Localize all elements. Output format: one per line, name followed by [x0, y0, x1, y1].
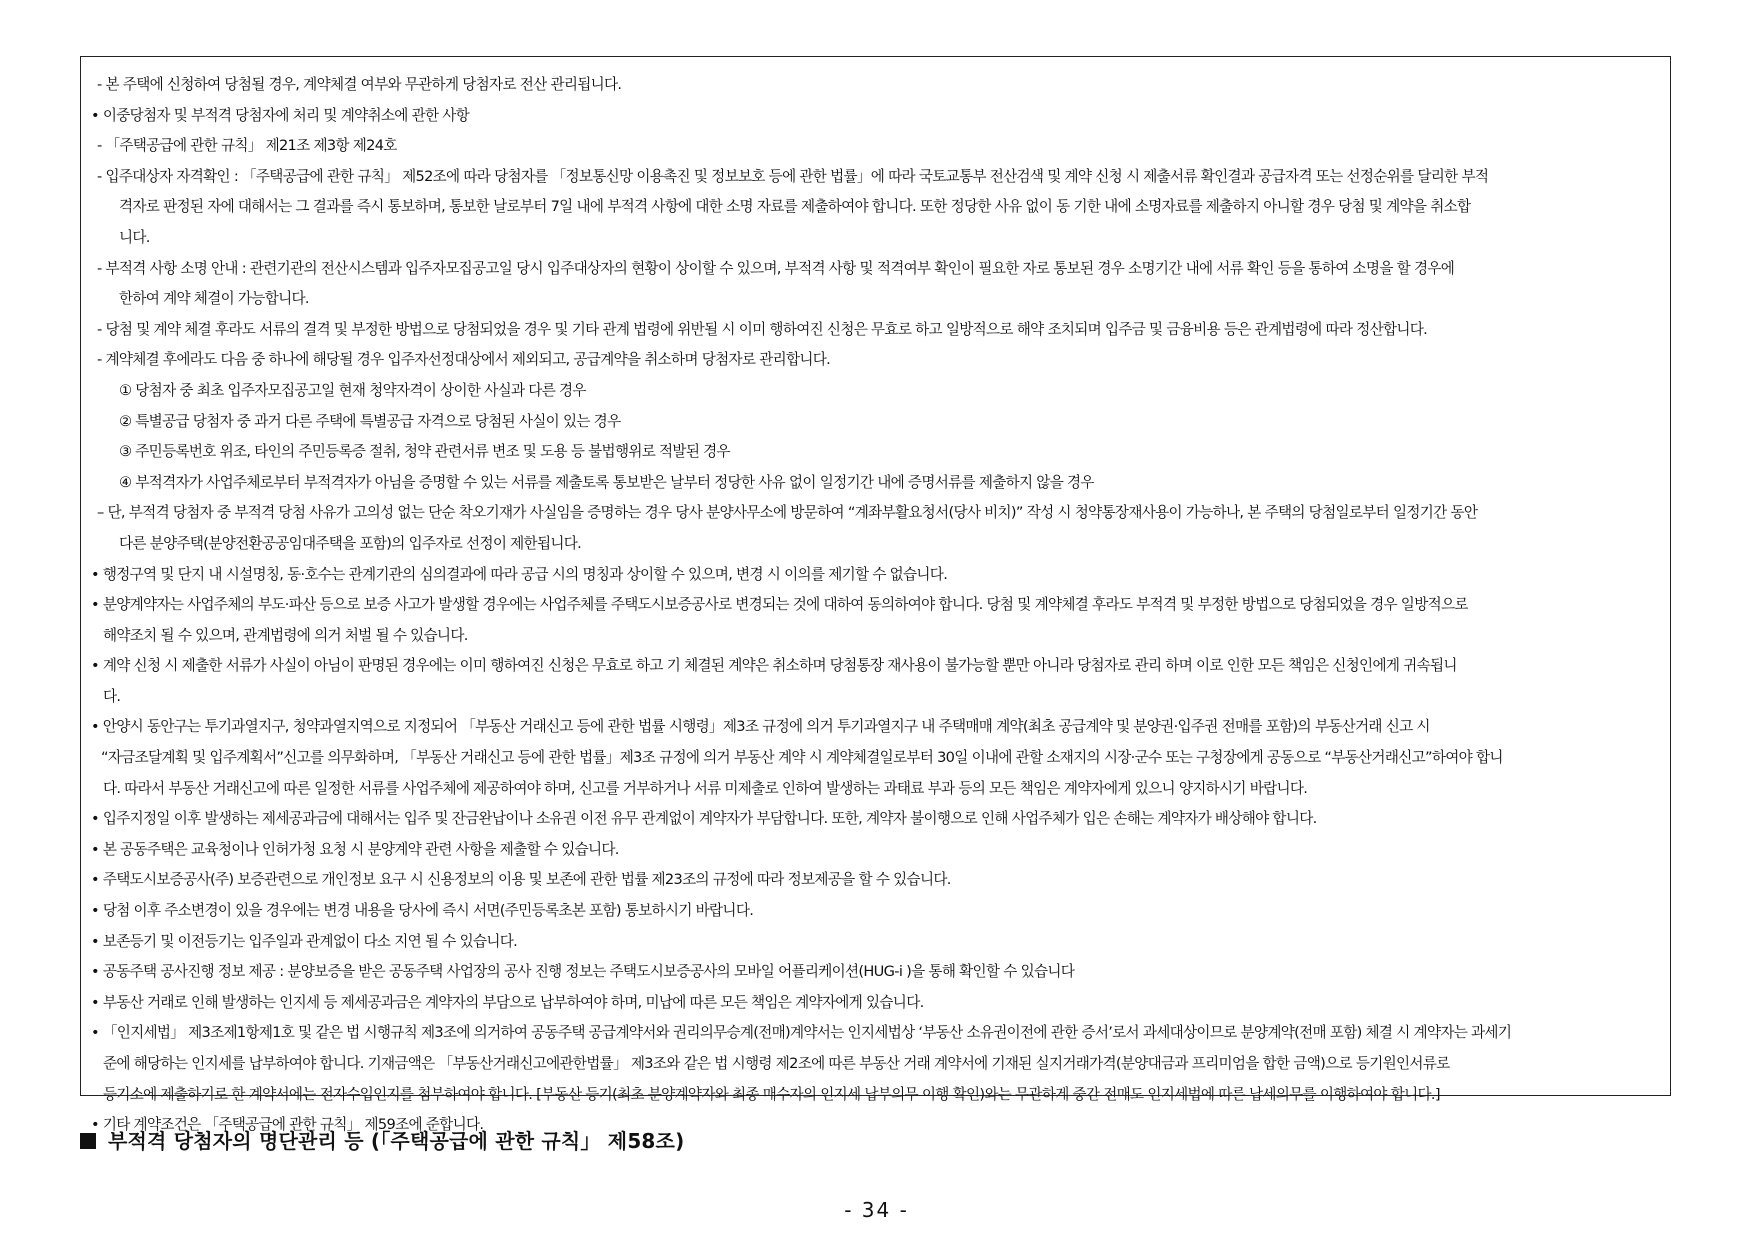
notice-line: “자금조달계획 및 입주계획서”신고를 의무화하며, 「부동산 거래신고 등에 관한 법률」제3조 규정에 의거 부동산 계약 시 계약체결일로부터 30일 이내에 관할 소재지의 시장·군수 또는 구청장에게 공동으로 “부동산거래신고”하여야 합니	[100, 749, 1503, 767]
notice-line: • 이중당첨자 및 부적격 당첨자에 처리 및 계약취소에 관한 사항	[91, 106, 470, 124]
notice-line: • 공동주택 공사진행 정보 제공 : 분양보증을 받은 공동주택 사업장의 공사 진행 정보는 주택도시보증공사의 모바일 어플리케이션(HUG-i )을 통해 확인할 수 있습니다	[91, 963, 1075, 981]
notice-line: - 본 주택에 신청하여 당첨될 경우, 계약체결 여부와 무관하게 당첨자로 전산 관리됩니다.	[96, 76, 622, 93]
notice-line: • 본 공동주택은 교육청이나 인허가청 요청 시 분양계약 관련 사항을 제출할 수 있습니다.	[91, 840, 619, 858]
notice-line: • 주택도시보증공사(주) 보증관련으로 개인정보 요구 시 신용정보의 이용 및 보존에 관한 법률 제23조의 규정에 따라 정보제공을 할 수 있습니다.	[91, 871, 951, 889]
notice-line: ④ 부적격자가 사업주체로부터 부적격자가 아님을 증명할 수 있는 서류를 제출토록 통보받은 날부터 정당한 사유 없이 일정기간 내에 증명서류를 제출하지 않을 경우	[118, 473, 1094, 491]
notice-line: ① 당첨자 중 최초 입주자모집공고일 현재 청약자격이 상이한 사실과 다른 경우	[118, 381, 586, 399]
section-heading-text: 부적격 당첨자의 명단관리 등 (「주택공급에 관한 규칙」 제58조)	[108, 1129, 685, 1153]
notice-line: 등기소에 제출하기로 한 계약서에는 전자수입인지를 첨부하여야 합니다. [부동산 등기(최초 분양계약자와 최종 매수자의 인지세 납부의무 이행 확인)와는 무관하게 중간 전매도 인지세법에 따른 납세의무를 이행하여야 합니다.]	[102, 1085, 1440, 1103]
notice-line: - 부적격 사항 소명 안내 : 관련기관의 전산시스템과 입주자모집공고일 당시 입주대상자의 현황이 상이할 수 있으며, 부적격 사항 및 적격여부 확인이 필요한 자로 통보된 경우 소명기간 내에 서류 확인 등을 통하여 소명을 할 경우에	[96, 259, 1455, 277]
notice-line: • 보존등기 및 이전등기는 입주일과 관계없이 다소 지연 될 수 있습니다.	[91, 932, 518, 950]
notice-line: • 당첨 이후 주소변경이 있을 경우에는 변경 내용을 당사에 즉시 서면(주민등록초본 포함) 통보하시기 바랍니다.	[91, 902, 754, 920]
notice-line: - 당첨 및 계약 체결 후라도 서류의 결격 및 부정한 방법으로 당첨되었을 경우 및 기타 관계 법령에 위반될 시 이미 행하여진 신청은 무효로 하고 일방적으로 해약 조치되며 입주금 및 금융비용 등은 관계법령에 따라 정산합니다.	[96, 320, 1428, 338]
notice-line: ② 특별공급 당첨자 중 과거 다른 주택에 특별공급 자격으로 당첨된 사실이 있는 경우	[118, 412, 621, 430]
square-bullet-icon	[80, 1133, 96, 1149]
notice-line: • 계약 신청 시 제출한 서류가 사실이 아님이 판명된 경우에는 이미 행하여진 신청은 무효로 하고 기 체결된 계약은 취소하며 당첨통장 재사용이 불가능할 뿐만 아니라 당첨자로 관리 하며 이로 인한 모든 책임은 신청인에게 귀속됩니	[91, 657, 1457, 675]
notice-line: • 기타 계약조건은 「주택공급에 관한 규칙」 제59조에 준합니다.	[91, 1116, 484, 1134]
notice-line: • 안양시 동안구는 투기과열지구, 청약과열지역으로 지정되어 「부동산 거래신고 등에 관한 법률 시행령」제3조 규정에 의거 투기과열지구 내 주택매매 계약(최초 공급계약 및 분양권·입주권 전매를 포함)의 부동산거래 신고 시	[91, 718, 1430, 736]
notice-line: • 입주지정일 이후 발생하는 제세공과금에 대해서는 입주 및 잔금완납이나 소유권 이전 유무 관계없이 계약자가 부담합니다. 또한, 계약자 불이행으로 인해 사업주체가 입은 손해는 계약자가 배상해야 합니다.	[91, 810, 1317, 828]
notice-box	[80, 56, 1671, 1134]
page-number: - 34 -	[844, 1198, 909, 1222]
notice-lines	[91, 70, 1658, 1141]
notice-line: 니다.	[118, 228, 150, 246]
notice-line: – 단, 부적격 당첨자 중 부적격 당첨 사유가 고의성 없는 단순 착오기재가 사실임을 증명하는 경우 당사 분양사무소에 방문하여 “계좌부활요청서(당사 비치)” 작성 시 청약통장재사용이 가능하나, 본 주택의 당첨일로부터 일정기간 동안	[96, 504, 1478, 522]
notice-line: • 분양계약자는 사업주체의 부도·파산 등으로 보증 사고가 발생할 경우에는 사업주체를 주택도시보증공사로 변경되는 것에 대하여 동의하여야 합니다. 당첨 및 계약체결 후라도 부적격 및 부정한 방법으로 당첨되었을 경우 일방적으로	[91, 596, 1468, 614]
section-heading	[80, 1125, 684, 1154]
notice-line: 격자로 판정된 자에 대해서는 그 결과를 즉시 통보하며, 통보한 날로부터 7일 내에 부적격 사항에 대한 소명 자료를 제출하여야 합니다. 또한 정당한 사유 없이 동 기한 내에 소명자료를 제출하지 아니할 경우 당첨 및 계약을 취소합	[118, 198, 1471, 216]
notice-line: 다.	[102, 687, 121, 705]
notice-line: 다. 따라서 부동산 거래신고에 따른 일정한 서류를 사업주체에 제공하여야 하며, 신고를 거부하거나 서류 미제출로 인하여 발생하는 과태료 부과 등의 모든 책임은 계약자에게 있으니 양지하시기 바랍니다.	[102, 779, 1308, 797]
notice-line: - 입주대상자 자격확인 : 「주택공급에 관한 규칙」 제52조에 따라 당첨자를 「정보통신망 이용촉진 및 정보보호 등에 관한 법률」에 따라 국토교통부 전산검색 및 계약 신청 시 제출서류 확인결과 공급자격 또는 선정순위를 달리한 부적	[96, 167, 1489, 185]
notice-line: • 「인지세법」 제3조제1항제1호 및 같은 법 시행규칙 제3조에 의거하여 공동주택 공급계약서와 권리의무승계(전매)계약서는 인지세법상 ‘부동산 소유권이전에 관한 증서’로서 과세대상이므로 분양계약(전매 포함) 체결 시 계약자는 과세기	[91, 1024, 1512, 1042]
notice-line: 준에 해당하는 인지세를 납부하여야 합니다. 기재금액은 「부동산거래신고에관한법률」 제3조와 같은 법 시행령 제2조에 따른 부동산 거래 계약서에 기재된 실지거래가격(분양대금과 프리미엄을 합한 금액)으로 등기원인서류로	[102, 1055, 1450, 1072]
notice-line: 해약조치 될 수 있으며, 관계법령에 의거 처벌 될 수 있습니다.	[102, 626, 468, 644]
notice-line: • 행정구역 및 단지 내 시설명칭, 동·호수는 관계기관의 심의결과에 따라 공급 시의 명칭과 상이할 수 있으며, 변경 시 이의를 제기할 수 없습니다.	[91, 565, 948, 583]
notice-line: - 계약체결 후에라도 다음 중 하나에 해당될 경우 입주자선정대상에서 제외되고, 공급계약을 취소하며 당첨자로 관리합니다.	[96, 351, 831, 369]
notice-line: • 부동산 거래로 인해 발생하는 인지세 등 제세공과금은 계약자의 부담으로 납부하여야 하며, 미납에 따른 모든 책임은 계약자에게 있습니다.	[91, 993, 924, 1011]
notice-line: 한하여 계약 체결이 가능합니다.	[118, 290, 309, 308]
notice-line: 다른 분양주택(분양전환공공임대주택을 포함)의 입주자로 선정이 제한됩니다.	[118, 534, 582, 552]
notice-line: ③ 주민등록번호 위조, 타인의 주민등록증 절취, 청약 관련서류 변조 및 도용 등 불법행위로 적발된 경우	[118, 443, 730, 461]
notice-line: - 「주택공급에 관한 규칙」 제21조 제3항 제24호	[96, 137, 397, 155]
